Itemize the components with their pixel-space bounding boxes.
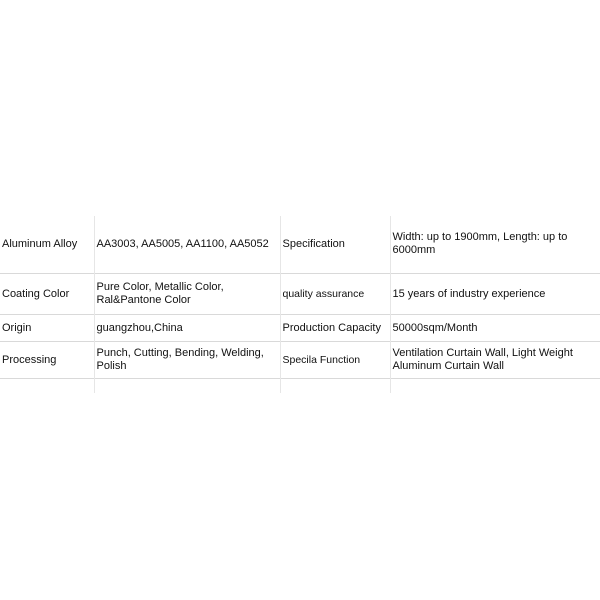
table-row xyxy=(0,216,600,274)
row-label: Coating Color xyxy=(0,274,94,315)
empty-cell xyxy=(280,379,390,394)
row-value: Width: up to 1900mm, Length: up to 6000mm xyxy=(390,216,600,274)
row-value: Ventilation Curtain Wall, Light Weight Aluminum Curtain Wall xyxy=(390,342,600,379)
empty-cell xyxy=(390,379,600,394)
row-label: Specification xyxy=(280,216,390,274)
row-label: Origin xyxy=(0,315,94,342)
row-label: Processing xyxy=(0,342,94,379)
row-value: Pure Color, Metallic Color, Ral&Pantone Color xyxy=(94,274,280,315)
row-label: Aluminum Alloy xyxy=(2,238,78,250)
empty-cell xyxy=(0,379,94,394)
row-label: Specila Function xyxy=(280,342,390,379)
empty-cell xyxy=(94,379,280,394)
spec-table xyxy=(0,216,600,393)
row-label: quality assurance xyxy=(280,274,390,315)
row-value: Punch, Cutting, Bending, Welding, Polish xyxy=(94,342,280,379)
row-value: 50000sqm/Month xyxy=(390,315,600,342)
table-row xyxy=(0,342,600,379)
table-row-empty xyxy=(0,379,600,394)
row-value: AA3003, AA5005, AA1100, AA5052 xyxy=(94,216,280,274)
row-value: 15 years of industry experience xyxy=(390,274,600,315)
row-label: Production Capacity xyxy=(280,315,390,342)
row-value: guangzhou,China xyxy=(94,315,280,342)
table-row xyxy=(0,315,600,342)
table-row xyxy=(0,274,600,315)
